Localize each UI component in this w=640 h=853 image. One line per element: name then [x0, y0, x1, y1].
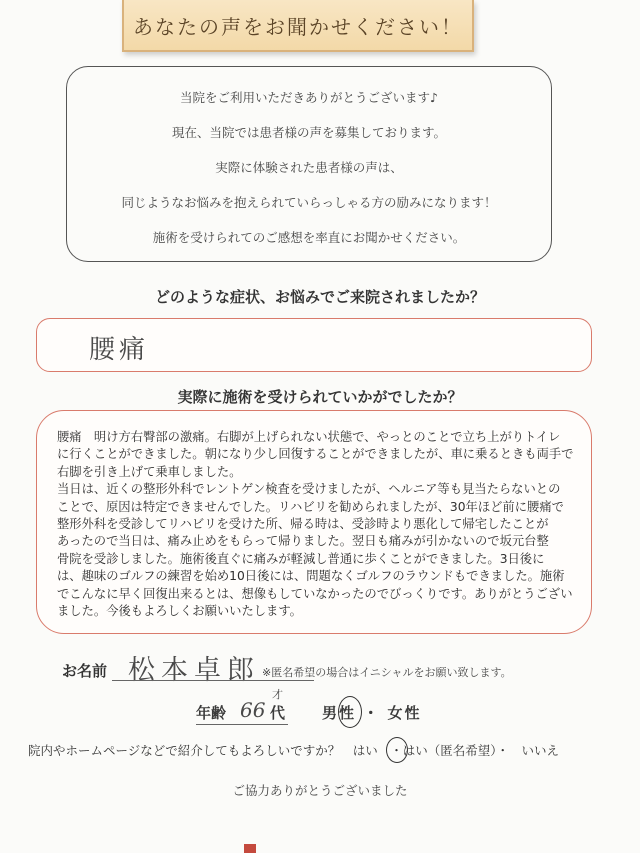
age-extra-handwriting: 才	[272, 688, 283, 701]
name-label: お名前	[62, 662, 108, 680]
gender-selection-circle	[338, 696, 362, 728]
intro-line: 同じようなお悩みを抱えられていらっしゃる方の励みになります！	[121, 195, 497, 210]
answer-experience-box	[36, 410, 592, 634]
answer-symptom-handwriting: 腰痛	[89, 335, 150, 365]
intro-line: 施術を受けられてのご感想を率直にお聞かせください。	[152, 230, 466, 245]
answer-line: は、趣味のゴルフの練習を始め10日後には、問題なくゴルフのラウンドもできました。施術	[57, 569, 565, 584]
page-banner-title: あなたの声をお聞かせください！	[122, 0, 474, 52]
name-anonymity-note: ※匿名希望の場合はイニシャルをお願い致します。	[262, 666, 512, 679]
answer-line: でこんなに早く回復出来るとは、想像もしていなかったのでびっくりです。ありがとうござい	[57, 586, 573, 601]
thanks-message: ご協力ありがとうございました	[232, 783, 408, 798]
name-underline	[112, 680, 314, 681]
intro-line: 実際に体験された患者様の声は、	[215, 160, 403, 175]
permission-selection-circle	[386, 737, 408, 763]
footer-red-mark	[244, 844, 256, 853]
intro-line: 当院をご利用いただきありがとうございます♪	[180, 90, 438, 105]
answer-line: 整形外科を受診してリハビリを受けた所、帰る時は、受診時より悪化して帰宅したことが	[57, 517, 549, 532]
age-label: 年齢	[196, 704, 227, 722]
answer-line: ことで、原因は特定できませんでした。リハビリを勧められましたが、30年ほど前に腰痛で	[57, 499, 564, 514]
question-symptom: どのような症状、お悩みでご来院されましたか？	[154, 288, 485, 306]
answer-line: ました。今後もよろしくお願いいたします。	[57, 604, 302, 619]
answer-line: あったので当日は、痛み止めをもらって帰りました。翌日も痛みが引かないので坂元台整	[57, 534, 549, 549]
intro-line: 現在、当院では患者様の声を募集しております。	[171, 125, 446, 140]
name-row	[62, 652, 622, 686]
publication-permission-question: 院内やホームページなどで紹介してもよろしいですか？ はい ・はい（匿名希望）・ いいえ	[28, 743, 560, 758]
answer-line: 当日は、近くの整形外科でレントゲン検査を受けましたが、ヘルニア等も見当たらないとの	[57, 482, 561, 497]
answer-line: 右脚を引き上げて乗車しました。	[57, 464, 242, 479]
gender-options: 男性 ・ 女性	[322, 704, 422, 722]
question-experience: 実際に施術を受けられていかがでしたか？	[177, 388, 463, 406]
answer-symptom-box	[36, 318, 592, 372]
name-handwriting: 松本卓郎	[128, 655, 260, 686]
age-unit: 代	[270, 704, 286, 722]
answer-line: 腰痛 明け方右臀部の激痛。右脚が上げられない状態で、やっとのことで立ち上がりトイレ	[57, 430, 561, 444]
intro-message-box	[66, 66, 552, 262]
age-handwriting: 66	[240, 698, 266, 722]
age-underline	[196, 724, 288, 725]
answer-experience-text	[57, 429, 577, 620]
answer-line: 骨院を受診しました。施術後直ぐに痛みが軽減し普通に歩くことができました。3日後に	[57, 551, 545, 566]
answer-line: に行くことができました。朝になり少し回復することができましたが、車に乗るときも両手で	[57, 447, 574, 462]
age-gender-row	[0, 688, 640, 728]
